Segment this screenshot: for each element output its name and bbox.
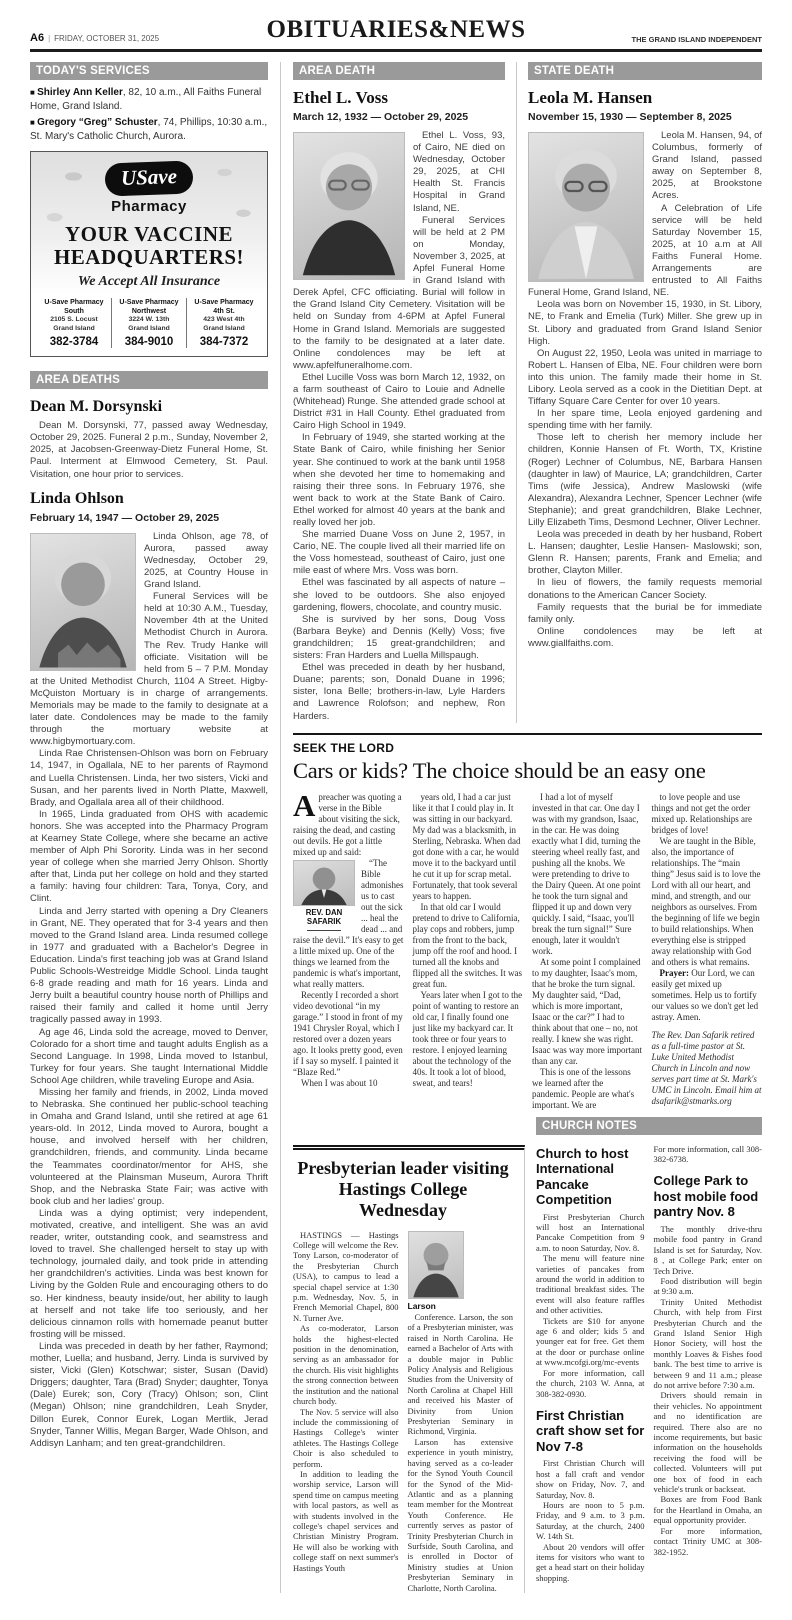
- presbyterian-article: [293, 1145, 525, 1593]
- obituary-body-wrap: [293, 130, 505, 723]
- person-silhouette: [294, 861, 354, 905]
- store-phone: 382-3784: [49, 336, 99, 349]
- area-death-column: [293, 62, 517, 723]
- note-paras: [654, 1224, 763, 1557]
- paragraph: Leola was born on November 15, 1930, in St. Libory, NE, to Frank and Emelia (Turk) Miller. She grew up in St. Libory and graduated from Grand Island Senior High.: [528, 299, 762, 347]
- ohlson-photo: [30, 533, 136, 671]
- page-number: A6: [30, 32, 45, 44]
- paragraph: First Christian Church will host a fall craft and vendor show on Friday, Nov. 7, and Saturday, Nov. 8.: [536, 1458, 645, 1500]
- folio-divider: |: [48, 34, 51, 43]
- area-deaths-header: AREA DEATHS: [30, 371, 268, 389]
- usave-pharmacy-label: Pharmacy: [111, 198, 187, 215]
- column-body: [293, 787, 762, 1111]
- note-paras: [536, 1212, 645, 1399]
- obituary-body: [30, 420, 268, 480]
- hansen-photo: [528, 132, 644, 282]
- photo-caption: Larson: [407, 1300, 436, 1311]
- article-body: [293, 1230, 513, 1593]
- paragraph: Ag age 46, Linda sold the acreage, moved to Denver, Colorado for a short time and taught adults English as a Second Language. In 1998, Linda moved to Istanbul, Turkey for four years. She taught International Middle School Age children, while traveling Europe and Asia.: [30, 1026, 268, 1086]
- paragraph: In lieu of flowers, the family requests memorial donations to the American Cancer Society.: [528, 577, 762, 601]
- paragraph: Recently I recorded a short video devotional “in my garage.” I stood in front of my 1941 Chrysler Royal, which I restored over a dozen years ago. It looks pretty good, even if I say so myself. I painted it “Blaze Red.”: [293, 989, 403, 1077]
- church-notes-body: [536, 1144, 762, 1584]
- person-silhouette: [529, 133, 643, 281]
- paragraph: Leola M. Hansen, 94, of Columbus, formerly of Grand Island, passed away on September 8, 2025, at Brookstone Acres.: [652, 130, 762, 202]
- church-notes-header: CHURCH NOTES: [536, 1117, 762, 1135]
- paragraph: She is survived by her sons, Doug Voss (Barbara Beyke) and Dennis (Kelly) Voss; five grandchildren; 15 great-grandchildren; and sisters: Fran Harders and Luella Millspaugh.: [293, 613, 505, 662]
- paragraph: Linda Ohlson, age 78, of Aurora, passed away Wednesday, October 29, 2025, at Country House in Grand Island.: [144, 530, 268, 591]
- ad-store: [111, 298, 186, 348]
- paragraph: About 20 vendors will offer items for visitors who want to get a head start on their holiday shopping.: [536, 1541, 645, 1583]
- article-col-1: [293, 1230, 399, 1593]
- paragraph: The menu will feature nine varieties of pancakes from around the world in addition to traditional breakfast sides. The event will also feature raffles and other activities.: [536, 1253, 645, 1316]
- church-notes-col-2: [654, 1144, 763, 1584]
- person-silhouette: [31, 534, 135, 670]
- service-item: [30, 116, 268, 143]
- masthead: [30, 0, 762, 52]
- paragraph: Missing her family and friends, in 2002, Linda moved to Nebraska. She continued her public-school teaching in Omaha and Grand Island, until she retired at age 61 years-old. In 2012, Linda moved to Aurora, bought a house, and involved herself with her children, grandchildren, friends, and community. Linda became the Teammates coordinator/mentor for AHS, she volunteered at the Plainsman Museum, Aurora Thrift Shop, and the Nebraska State Fair; was active with book club and her ladies' group.: [30, 1086, 268, 1207]
- obituary-name: Ethel L. Voss: [293, 88, 388, 107]
- paragraph: In 1965, Linda graduated from OHS with academic honors. She was accepted into the Pharmacy Program at Kearney State College, where she became an active member of Alph Phi Sorority. Linda was in her second year of college when she married Jerry Ohlson. Shortly after that, Linda put her college on hold and they started a family: having four children: Tara, Tonya, Cory, and Clint.: [30, 808, 268, 905]
- safarik-photo-block: [293, 860, 355, 933]
- obituary-dates: March 12, 1932 — October 29, 2025: [293, 111, 469, 123]
- state-death-header: STATE DEATH: [528, 62, 762, 80]
- ad-store-list: [37, 298, 261, 348]
- paragraph: years old, I had a car just like it that I could play in. It was sitting in our backyard. My dad was a blacksmith, in Sterling, Nebraska. When dad got done with a car, he would move it to the backyard until he cut it up for scrap metal. Fortunately, that took several years to happen.: [412, 791, 521, 901]
- stl-col-2: [413, 792, 524, 1111]
- prayer-label: Prayer:: [659, 967, 689, 978]
- seek-the-lord-section: [293, 733, 762, 1111]
- prayer-paragraph: [652, 968, 763, 1023]
- intro-text: preacher was quoting a verse in the Bible about visiting the sick, raising the dead, and casting out devils. He got a little mixed up and said:: [293, 791, 402, 857]
- paragraph: At some point I complained to my daughter, Isaac's mom, that he broke the turn signal. My daughter said, “Dad, which is more important, Isaac or the car?” I had to think about that one – no, not really. I knew she was right. Isaac was way more important than any car.: [532, 956, 642, 1066]
- store-name: U-Save Pharmacy 4th St.: [194, 299, 254, 315]
- paragraph: For more information, call the church, 2103 W. Anna, at 308-382-0930.: [536, 1367, 645, 1399]
- service-name: Shirley Ann Keller: [37, 87, 123, 98]
- note-heading: College Park to host mobile food pantry Nov. 8: [653, 1173, 759, 1220]
- paragraph: Ethel Lucille Voss was born March 12, 1932, on a farm southeast of Cairo to Louie and Adnelle (Whitehead) Runge. She attended grade school at District #31 in Hall County. Ethel graduated from Cairo High School in 1949.: [293, 371, 505, 432]
- paragraph: Ethel L. Voss, 93, of Cairo, NE died on Wednesday, October 29, 2025, at CHI Health St. Francis Hospital in Grand Island, NE.: [413, 130, 505, 214]
- bottom-row: [293, 1111, 762, 1593]
- prayer-text: Our Lord, we can easily get mixed up sometimes. Help us to fortify our values so we don't get led astray. Amen.: [651, 967, 759, 1022]
- church-notes-section: [525, 1117, 762, 1584]
- note-heading: First Christian craft show set for Nov 7-8: [536, 1407, 645, 1454]
- paragraph: I had a lot of myself invested in that car. One day I was with my grandson, Isaac, in the car. He was doing exactly what I did, turning the steering wheel really fast, and pushing all the knobs. We were pretending to drive to the Dairy Queen. At one point he took the turn signal and flipped it up and down very quickly. I said, “Isaac, you'll break the turn signal!” Sure enough, later it wouldn't work.: [532, 791, 641, 956]
- article-headline: Presbyterian leader visiting Hastings College Wednesday: [297, 1157, 509, 1220]
- left-column: [30, 62, 281, 1593]
- paragraph: Funeral Services will be held at 10:30 A.M., Tuesday, November 4th at the United Methodist Church in Aurora. The Rev. Trudy Hanke will officiate. Visitation will be held from 5 – 7 P.M. Monday at the United Methodist Church, 1104 A Street. Higby-McQuiston Mortuary is in charge of arrangements. Memorials may be made to the family to designate at a later date. Condolences may be made to the family through the mortuary website at www.higbymortuary.com.: [30, 591, 268, 748]
- bullet-square-icon: ■: [30, 118, 38, 127]
- paragraph: Boxes are from Food Bank for the Heartland in Omaha, an equal opportunity provider.: [653, 1494, 762, 1526]
- article-col-2: [408, 1230, 514, 1593]
- section-title: OBITUARIES&NEWS: [266, 16, 526, 43]
- store-name: U-Save Pharmacy Northwest: [119, 299, 179, 315]
- paragraph: Ethel was preceded in death by her husband, Duane; parents; son, Donald Duane in 1996; sister, Iona Belle; brothers-in-law, Lyle Harders and Lawrence Rolofson; and nephew, Ron Harders.: [293, 662, 505, 722]
- page-date: FRIDAY, OCTOBER 31, 2025: [54, 34, 160, 43]
- obituary-paragraph: Dean M. Dorsynski, 77, passed away Wednesday, October 29, 2025. Funeral 2 p.m., Sunday, November 2, 2025, at Jacobsen-Greenway-Dietz Funeral Home, St. Paul. Interment at Elmwood Cemetery, St. Paul. Visitation, one hour prior to services.: [30, 420, 268, 480]
- drop-cap: A: [293, 787, 316, 823]
- store-city: Grand Island: [53, 324, 95, 332]
- paragraph: Funeral Services will be held at 2 PM on Monday, November 3, 2025, at Apfel Funeral Home in Grand Island with Derek Apfel, CFC officiating. Burial will follow in the Grand Island City Cemetery. Visitation will be held on Sunday from 4-6PM at Apfel Funeral Home in Grand Island. Memorials are suggested to the family to be designated at a later date. Online condolences may be left at www.apfelfuneralhome.com.: [293, 214, 505, 371]
- note-continuation: For more information, call 308-382-6738.: [653, 1143, 762, 1164]
- paragraph: First Presbyterian Church will host an International Pancake Competition from 9 a.m. to noon Saturday, Nov. 8.: [536, 1211, 645, 1253]
- paragraph: In that old car I would pretend to drive to California, play cops and robbers, jump from the front to the back, jump off the roof and hood. I turned all the knobs and flipped all the switches. It was great fun.: [412, 901, 522, 989]
- stl-col-3: [532, 792, 643, 1111]
- store-city: Grand Island: [203, 324, 245, 332]
- service-details: , 82, 10 a.m., All Faiths Funeral Home, Grand Island.: [30, 87, 262, 112]
- paragraph: Trinity United Methodist Church, with help from First Presbyterian Church and the Grand Island Senior High Honor Society, will host the monthly Loaves & Fishes food bank. The best time to arrive is between 9 and 11 a.m.; please do not arrive before 7:30 a.m.: [653, 1296, 762, 1390]
- ad-headline: YOUR VACCINE HEADQUARTERS!: [53, 222, 245, 269]
- person-silhouette: [294, 133, 404, 279]
- obituary-dates: February 14, 1947 — October 29, 2025: [30, 511, 220, 524]
- store-address: 423 West 4th: [203, 316, 245, 323]
- paragraph: For more information, contact Trinity UMC at 308-382-1952.: [653, 1525, 762, 1557]
- church-notes-col-1: [536, 1144, 645, 1584]
- paragraph: Linda was preceded in death by her father, Raymond; mother, Luella; and husband, Jerry. Linda is survived by sister, Vicki (Glen) Kotschwar; sister, Susan (David) Driggers; daughter, Tara (Brad) Snyder; daughter, Tonya (Dale) Eurek; son, Cory (Tracy) Ohlson; son, Clint (Megan) Ohlson; nine grandchildren, Leah Snyder, Dillon Eurek, Connor Eurek, Logan Mertlik, Jerad Snyder, Tanner Willis, Megan Barger, Wade Ohlson, and Addisyn Lanham; and ten great-grandchildren.: [30, 1340, 268, 1449]
- paragraph: Tickets are $10 for anyone age 6 and older; kids 5 and younger eat for free. Get them at the door or purchase online at www.mcofgi.org/mc-events: [536, 1315, 645, 1368]
- publication-name: THE GRAND ISLAND INDEPENDENT: [631, 35, 762, 44]
- paragraph: Drivers should remain in their vehicles. No appointment and no identification are required. There also are no income requirements, but basic information on the households receiving the food will be collected. Volunteers will put one box of food in each vehicle's trunk or backseat.: [653, 1390, 762, 1495]
- paragraph: As co-moderator, Larson holds the highest-elected position in the denomination, serving as an ambassador for the church. His visit highlights the strong connection between the institution and the national church body.: [293, 1323, 399, 1407]
- paragraph: Hours are noon to 5 p.m. Friday, and 9 a.m. to 3 p.m. Saturday, at the church, 2400 W. 14th St.: [536, 1500, 645, 1542]
- ad-store: [186, 298, 261, 348]
- paragraph: “The Bible admonishes us to cast out the sick ... heal the dead ... and raise the devil.” It's easy to get a little mixed up. One of the things we learned from the pandemic is what's important, what really matters.: [293, 857, 404, 989]
- page-folio: [30, 32, 220, 44]
- paragraph: Leola was preceded in death by her husband, Robert L. Hansen; daughter, Leslie Hansen- Maslowski; son, Glenn R. Hansen; parents, Frank and Emelia; and brother, Clayton Miller.: [528, 529, 762, 577]
- person-silhouette: [409, 1232, 463, 1298]
- intro-paragraph: [293, 787, 404, 858]
- paragraph: Linda was a dying optimist; very independent, motivated, creative, and intelligent. She was an avid reader, writer, outstanding cook, and seamstress and loved to travel. She challenged herselt to stay up with technology, journaled daily, and took pride in attending her grandchildren's activities. Linda was best known for Living by the Golden Rule and encouraging others to do so. Her kindness, beauty inside/out, her ability to laugh at herself and not take life too seriously, and her delicious cinnamon rolls with homemade peanut butter frosting will be missed.: [30, 1207, 268, 1340]
- paragraph: Food distribution will begin at 9:30 a.m.: [653, 1275, 762, 1297]
- stl-col-4: [652, 792, 763, 1111]
- paragraph: Family requests that the burial be for immediate family only.: [528, 601, 762, 625]
- obituary-name: Leola M. Hansen: [528, 88, 653, 107]
- paragraph: This is one of the lessons we learned after the pandemic. People are what's important. We are: [532, 1066, 635, 1110]
- paragraph: A Celebration of Life service will be held Saturday November 15, 2025, at 10 a.m at All Faiths Funeral Home. Arrangements are entrusted to All Faiths Funeral Home, Grand Island, NE.: [528, 202, 762, 299]
- obituary-body-wrap: [30, 531, 268, 1450]
- paragraph: The monthly drive-thru mobile food pantry in Grand Island is set for Saturday, Nov. 8 , at College Park; enter on Tech Drive.: [653, 1223, 762, 1276]
- column-headline: Cars or kids? The choice should be an easy one: [293, 757, 706, 783]
- services-list: [30, 86, 268, 143]
- paragraph: Larson has extensive experience in youth ministry, having served as a co-leader for the Synod Youth Council for the Synod of the Mid-Atlantic and as a planning team member for the Montreat Youth Conference. He currently serves as pastor of Trinity Presbyterian Church in Surfside, South Carolina, and is enrolled in Doctor of Ministry studies at Union Presbyterian Seminary in Charlotte, North Carolina.: [407, 1436, 513, 1593]
- obituary-name: Dean M. Dorsynski: [30, 398, 163, 416]
- stl-col-1: [293, 787, 404, 1111]
- paragraph: We are taught in the Bible, also, the importance of relationships. The “main thing” Jesus said is to love the Lord with all our heart, and mind, and strength, and our neighbors as ourselves. From the beginning of life we begin to build relationships. When everything else is stripped away relationship with God and others is what remains.: [651, 835, 761, 967]
- paragraph: In February of 1949, she started working at the State Bank of Cairo, while finishing her Senior year. She continued to work at the bank until 1958 when she devoted her time to homemaking and raising their three sons. In February 1976, she went back to work at the State Bank of Cairo. Ethel worked for almost 40 years at the bank and really loved her job.: [293, 432, 505, 528]
- larson-photo: [408, 1231, 464, 1299]
- paragraph: When I was about 10: [301, 1077, 378, 1088]
- service-name: Gregory “Greg” Schuster: [37, 117, 158, 128]
- voss-photo: [293, 132, 405, 280]
- safarik-photo: [293, 860, 355, 906]
- usave-logo: USave: [104, 160, 193, 196]
- paragraph: Those left to cherish her memory include her children, Konnie Hansen of Ft. Worth, TX, Kristine (Roger) Lechner of Columbus, NE, Barbara Hansen (daughter in law) of Maurice, LA; grandchildren, Carter Tims (wife Jessica), Andrew Maslowski (wife Alexandra), Alexandra Lechner, Spencer Lechner (wife Stephanie); and great grandchildren, Blake Lechner, Lilly Elizabeth Tims, Desmond Lechner, Oliver Lechner.: [528, 432, 762, 528]
- store-name: U-Save Pharmacy South: [44, 299, 104, 315]
- obituary-name: Linda Ohlson: [30, 489, 124, 507]
- note-heading: Church to host International Pancake Competition: [536, 1145, 629, 1208]
- paragraph: In her spare time, Leola enjoyed gardening and spending time with her family.: [528, 408, 762, 432]
- store-city: Grand Island: [128, 324, 170, 332]
- state-death-column: [517, 62, 762, 723]
- paragraph: Years later when I got to the point of wanting to restore an old car, I finally found one just like my backyard car. It took three or four years to restore. I enjoyed learning about the technology of the 40s. It took a lot of blood, sweat, and tears!: [412, 989, 523, 1088]
- note-paras: [536, 1458, 645, 1583]
- area-death-header: AREA DEATH: [293, 62, 505, 80]
- main-region: [281, 62, 762, 1593]
- stl-col4-paras: [652, 792, 763, 968]
- service-details: , 74, Phillips, 10:30 a.m., St. Mary's Catholic Church, Aurora.: [30, 117, 268, 142]
- todays-services-header: TODAY'S SERVICES: [30, 62, 268, 80]
- store-address: 3224 W. 13th: [128, 316, 170, 323]
- paragraph: Conference. Larson, the son of a Presbyterian minister, was raised in North Carolina. He earned a Bachelor of Arts with a double major in Public Policy Analysis and Religious Studies from the University of North Carolina at Chapel Hill and received his Master of Divinity from Union Presbyterian Seminary in Richmond, Virginia.: [407, 1312, 513, 1437]
- paragraph: to love people and use things and not get the order mixed up. Relationships are bridges of love!: [651, 791, 752, 835]
- store-phone: 384-9010: [124, 336, 174, 349]
- obituary-dorsynski: [30, 397, 268, 480]
- photo-caption: REV. DAN SAFARIK: [305, 907, 343, 926]
- obituary-row: [293, 62, 762, 723]
- obituary-body-wrap: [528, 130, 762, 650]
- ad-store: [37, 298, 111, 348]
- column-kicker: SEEK THE LORD: [293, 740, 395, 755]
- paragraph: HASTINGS — Hastings College will welcome the Rev. Tony Larson, co-moderator of the Presbyterian Church (USA), to campus to lead a special chapel service at 1:30 p.m. Wednesday, Nov. 5, in French Memorial Chapel, 800 N. Turner Ave.: [293, 1229, 399, 1323]
- obituary-ohlson: [30, 489, 268, 1450]
- author-bio: The Rev. Dan Safarik retired as a full-time pastor at St. Luke United Methodist Church in Lincoln and now serves part time at St. Mark's UMC in Lincoln. Email him at dsafarik@stmarks.org: [651, 1029, 762, 1106]
- caption-rule: [307, 930, 341, 931]
- paragraph: She married Duane Voss on June 2, 1957, in Cario, NE. The couple lived all their married life on the Voss homestead, southeast of Cairo, just one mile east of where Mrs. Voss was born.: [293, 529, 505, 577]
- larson-photo-block: [408, 1231, 464, 1311]
- ad-subheadline: We Accept All Insurance: [77, 274, 221, 289]
- paragraph: Linda Rae Christensen-Ohlson was born on February 14, 1947, in Ogallala, NE to her parents of Raymond and Luella Christensen. Linda, her two sisters, Vicki and Susan, and her parents lived in North Platte, Maxwell, Brady, and Ogallala area all of their childhood.: [30, 748, 268, 808]
- paragraph: In addition to leading the worship service, Larson will spend time on campus meeting with local pastors, as well as with students involved in the college's chapel services and Christian Ministry Program. He will also be working with college staff on next summer's Hastings Youth: [293, 1468, 399, 1573]
- obituary-dates: November 15, 1930 — September 8, 2025: [528, 111, 732, 123]
- store-phone: 384-7372: [199, 336, 249, 349]
- paragraph: Linda and Jerry started with opening a Dry Cleaners in Grant, NE. They operated that for 3-4 years and then moved to the Grand Island area. Linda resumed college in 1977 and graduated with a Bachelor's Degree in Education. Linda's first teaching job was at Grand Island Public Schools-Westreidge Middle School. Linda taught 6-8 grade reading and math for 16 years. Linda and Jerry built a beautiful country house north of Phillips and raised their family and called it home until Jerry tragically passed away in 1993.: [30, 905, 268, 1026]
- paragraph: Ethel was fascinated by all aspects of nature – she loved to be outdoors. She also enjoyed gardening, flowers, chocolate, and country music.: [293, 577, 505, 613]
- usave-pharmacy-ad[interactable]: [30, 151, 268, 357]
- paragraph: The Nov. 5 service will also include the commissioning of Hastings College's winter athletes. The Hastings College Choir is also scheduled to perform.: [293, 1406, 399, 1469]
- service-item: [30, 86, 268, 113]
- store-address: 2105 S. Locust: [50, 316, 98, 323]
- bullet-square-icon: ■: [30, 88, 38, 97]
- paragraph: On August 22, 1950, Leola was united in marriage to Robert L. Hansen of Elba, NE. Four children were born into this union. The family made their home in St. Libory. Leola served as a cook in the Dietitian Dept. at Tiffany Square Care Center for over 10 years.: [528, 347, 762, 408]
- paragraph: Online condolences may be left at www.giallfaiths.com.: [528, 625, 762, 649]
